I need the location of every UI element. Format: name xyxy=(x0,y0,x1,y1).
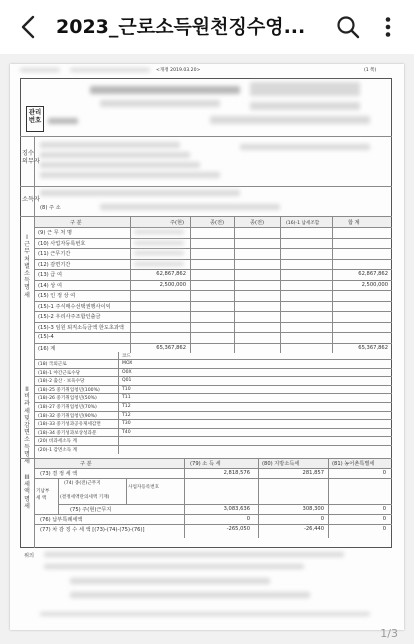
s2-row-label: (20) 비과세소득 계 xyxy=(38,439,77,445)
s1-row-total: 2,500,000 xyxy=(361,281,388,288)
search-icon xyxy=(334,13,362,41)
s1-row-main: 62,867,862 xyxy=(156,271,186,277)
earner-label: 소득자 xyxy=(22,196,40,203)
final-local: -26,440 xyxy=(303,526,324,532)
s2-row-label: (18)-26 중기취업청년(50%) xyxy=(38,396,97,402)
final-income: -265,050 xyxy=(226,526,250,532)
col-header-gubun: 구 분 xyxy=(70,220,82,226)
s1-row-label: (16) 계 xyxy=(38,345,56,352)
management-label: 관리 xyxy=(28,108,42,116)
s1-row-main: 2,500,000 xyxy=(159,281,186,288)
app-bar xyxy=(0,0,414,54)
s2-row-code: T40 xyxy=(122,429,131,435)
redacted-text xyxy=(134,241,184,245)
main-local: 308,300 xyxy=(302,506,324,512)
s1-row-label: (14) 상 여 xyxy=(38,282,62,289)
page-indicator: 1/3 xyxy=(380,627,398,640)
col-header-total: 합 계 xyxy=(348,220,360,226)
s2-row-code: MOX xyxy=(122,361,133,366)
document-viewer[interactable] xyxy=(0,54,414,644)
s1-row-label: (9) 근 무 처 명 xyxy=(38,230,72,236)
redacted-text xyxy=(70,68,150,72)
redacted-text xyxy=(210,116,370,124)
col-header-prev2: 종(전) xyxy=(250,220,265,226)
special-local: 0 xyxy=(320,516,324,522)
redacted-text xyxy=(250,82,360,96)
special-rural: 0 xyxy=(382,516,386,522)
redacted-text xyxy=(240,144,370,150)
s2-row-code: Q01 xyxy=(122,378,132,384)
redacted-text xyxy=(100,204,280,210)
redacted-text xyxy=(100,100,220,107)
s2-row-code: T12 xyxy=(122,412,131,418)
redacted-text xyxy=(40,172,220,178)
s2-row-code: T10 xyxy=(122,386,131,392)
page-label: (1 쪽) xyxy=(364,68,377,73)
prepaid-label-2: 세 액 xyxy=(36,496,47,501)
s2-row-label: (18)-25 중기취업청년(100%) xyxy=(38,387,100,393)
section3-label: III 세액명세 xyxy=(24,474,30,510)
special-tax-label: (76) 납부특례세액 xyxy=(40,517,83,523)
s1-row-label: (11) 근무기간 xyxy=(38,251,71,257)
s1-row-label: (15)-2 우리사주조합인출금 xyxy=(38,314,101,320)
s1-row-main: 65,367,862 xyxy=(156,344,186,351)
s2-row-label: (20)-1 감면소득 계 xyxy=(38,448,78,453)
section1-label: I 근무처별소득명세 xyxy=(24,234,30,299)
s1-row-total: 62,867,862 xyxy=(358,271,388,277)
s1-row-label: (12) 감면기간 xyxy=(38,261,71,268)
search-button[interactable] xyxy=(334,13,362,41)
s2-row-code: O0X xyxy=(122,369,132,375)
more-options-button[interactable] xyxy=(374,13,402,41)
source-label-2: 의무자 xyxy=(22,158,40,165)
redacted-text xyxy=(48,118,78,124)
arrow-left-icon xyxy=(14,12,44,42)
decided-rural: 0 xyxy=(382,470,386,476)
redacted-text xyxy=(250,102,360,110)
prepaid-label: 기납부 xyxy=(36,489,50,494)
s1-row-label: (15) 인 정 상 여 xyxy=(38,293,76,299)
section2-label: II 비과세 및 감면소득 명세 xyxy=(24,386,30,466)
redacted-text xyxy=(70,578,270,584)
s2-row-code: T11 xyxy=(122,395,131,401)
s2-row-label: (18)-27 중기취업청년(70%) xyxy=(38,405,97,410)
s1-row-label: (13) 급 여 xyxy=(38,272,62,278)
s3-header-local-tax: (80) 지방소득세 xyxy=(262,461,300,467)
redacted-title xyxy=(90,86,240,94)
s2-row-code: T30 xyxy=(122,421,131,427)
footer-label: 위의 xyxy=(24,553,35,559)
s2-row-label: (18)-1 야간근로수당 xyxy=(38,370,81,376)
s1-row-label: (15)-4 xyxy=(38,334,54,340)
biz-number-label: 사업자등록번호 xyxy=(128,485,160,490)
prev-workplace-note: (결정세액란의세액 기재) xyxy=(60,495,110,500)
s2-row-label: (18) 국외근로 xyxy=(38,362,67,367)
s3-header-rural-tax: (81) 농어촌특별세 xyxy=(332,461,375,467)
prev-workplace-label: (74) 종(전)근무지 xyxy=(64,481,101,486)
final-tax-label: (77) 차 감 징 수 세 액 [(73)-(74)-(75)-(76)] xyxy=(40,527,145,533)
s1-row-total: 65,367,862 xyxy=(358,344,388,351)
redacted-text xyxy=(134,230,184,234)
main-workplace-label: (75) 주(현)근무지 xyxy=(70,507,112,513)
redacted-text xyxy=(40,152,190,158)
document-page[interactable] xyxy=(10,64,404,630)
redacted-text xyxy=(40,142,180,148)
col-header-prev: 종(전) xyxy=(210,220,225,226)
redacted-text xyxy=(134,262,184,266)
final-rural: 0 xyxy=(382,526,386,532)
main-income: 3,083,636 xyxy=(223,506,250,512)
s3-header-income-tax: (79) 소 득 세 xyxy=(190,461,221,467)
s2-row-label: (18)-2 출산 · 보육수당 xyxy=(38,379,85,385)
s1-row-label: (10) 사업자등록번호 xyxy=(38,240,86,247)
s2-row-label: (18)-32 중기취업청년(90%) xyxy=(38,413,97,419)
more-vertical-icon xyxy=(374,13,402,41)
s1-row-label: (15)-1 주식매수선택권행사이익 xyxy=(38,303,111,310)
main-rural: 0 xyxy=(382,506,386,512)
redacted-text xyxy=(20,68,60,72)
number-label: 번호 xyxy=(28,116,42,124)
s2-row-label: (18)-33 중기성과공유제세감면 xyxy=(38,422,101,428)
redacted-text xyxy=(44,552,344,557)
s1-row-label: (15)-3 임원 퇴직소득금액 한도초과액 xyxy=(38,324,124,331)
redacted-text xyxy=(40,190,240,196)
s2-row-code: T12 xyxy=(122,404,131,409)
special-income: 0 xyxy=(246,516,250,522)
source-label: 징수 xyxy=(22,150,34,157)
s2-row-label: (18)-34 중기성과보상성과분 xyxy=(38,430,97,436)
decided-local: 281,857 xyxy=(302,470,324,476)
decided-income: 2,818,576 xyxy=(223,470,250,476)
back-button[interactable] xyxy=(14,12,44,42)
management-number-box xyxy=(26,106,44,132)
address-label: (8) 주 소 xyxy=(40,205,61,211)
redacted-text xyxy=(70,592,310,598)
redacted-text xyxy=(40,612,370,616)
s3-header-gubun: 구 분 xyxy=(80,461,92,467)
col-header-main: 주(현) xyxy=(170,220,185,226)
code-header: 코드 xyxy=(122,354,131,359)
document-title: 2023_근로소득원천징수영... xyxy=(56,16,306,38)
revision-note: <개정 2019.03.20> xyxy=(156,68,201,73)
redacted-text xyxy=(40,162,200,168)
redacted-text xyxy=(44,564,304,569)
col-header-tax: (16)-1 납세조합 xyxy=(286,221,320,226)
redacted-text xyxy=(134,251,184,255)
decided-tax-label: (73) 결 정 세 액 xyxy=(40,471,78,477)
